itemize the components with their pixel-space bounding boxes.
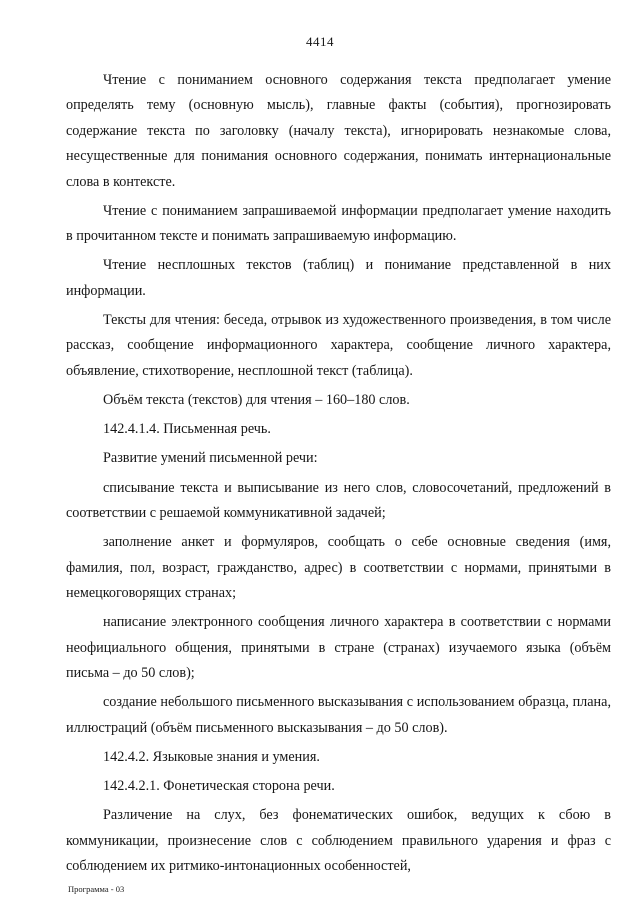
section-heading-language-knowledge: 142.4.2. Языковые знания и умения. [103,748,320,765]
paragraph-reading-main-content: Чтение с пониманием основного содержания текста предполагает умение определять тему (основную мысль), главные факты (события), прогнозировать содержание текста по заголовку (началу текста), игнорировать незнакомые слова, несущественные для понимания основного содержания, понимать интернациональные слова в контексте. [66,72,611,190]
paragraph-reading-requested-info: Чтение с пониманием запрашиваемой информации предполагает умение находить в прочитанном тексте и понимать запрашиваемую информацию. [66,202,611,245]
paragraph-writing-email: написание электронного сообщения личного характера в соответствии с нормами неофициального общения, принятыми в стране (странах) изучаемого языка (объём письма – до 50 слов); [66,614,611,682]
paragraph-phonetics-distinction: Различение на слух, без фонематических ошибок, ведущих к сбою в коммуникации, произнесение слов с соблюдением правильного ударения и фраз с соблюдением их ритмико-интонационных особенностей, [66,807,611,875]
paragraph-writing-short-statement: создание небольшого письменного высказывания с использованием образца, плана, иллюстраций (объём письменного высказывания – до 50 слов). [66,694,611,736]
paragraph-reading-texts: Тексты для чтения: беседа, отрывок из художественного произведения, в том числе рассказ, сообщение информационного характера, сообщение личного характера, объявление, стихотворение, несплошной текст (таблица). [66,312,611,379]
footer-program-label: Программа - 03 [68,884,125,894]
paragraph-reading-volume: Объём текста (текстов) для чтения – 160–180 слов. [103,392,410,409]
section-heading-phonetics: 142.4.2.1. Фонетическая сторона речи. [103,778,335,795]
paragraph-writing-skills-intro: Развитие умений письменной речи: [103,450,318,467]
section-heading-writing: 142.4.1.4. Письменная речь. [103,421,271,438]
paragraph-writing-copying: списывание текста и выписывание из него слов, словосочетаний, предложений в соответствии с решаемой коммуникативной задачей; [66,479,611,522]
page-number: 4414 [306,34,334,49]
document-body [66,68,611,883]
paragraph-reading-noncontinuous: Чтение несплошных текстов (таблиц) и понимание представленной в них информации. [66,257,611,299]
paragraph-writing-forms: заполнение анкет и формуляров, сообщать о себе основные сведения (имя, фамилия, пол, возраст, гражданство, адрес) в соответствии с нормами, принятыми в немецкоговорящих странах; [66,534,611,602]
